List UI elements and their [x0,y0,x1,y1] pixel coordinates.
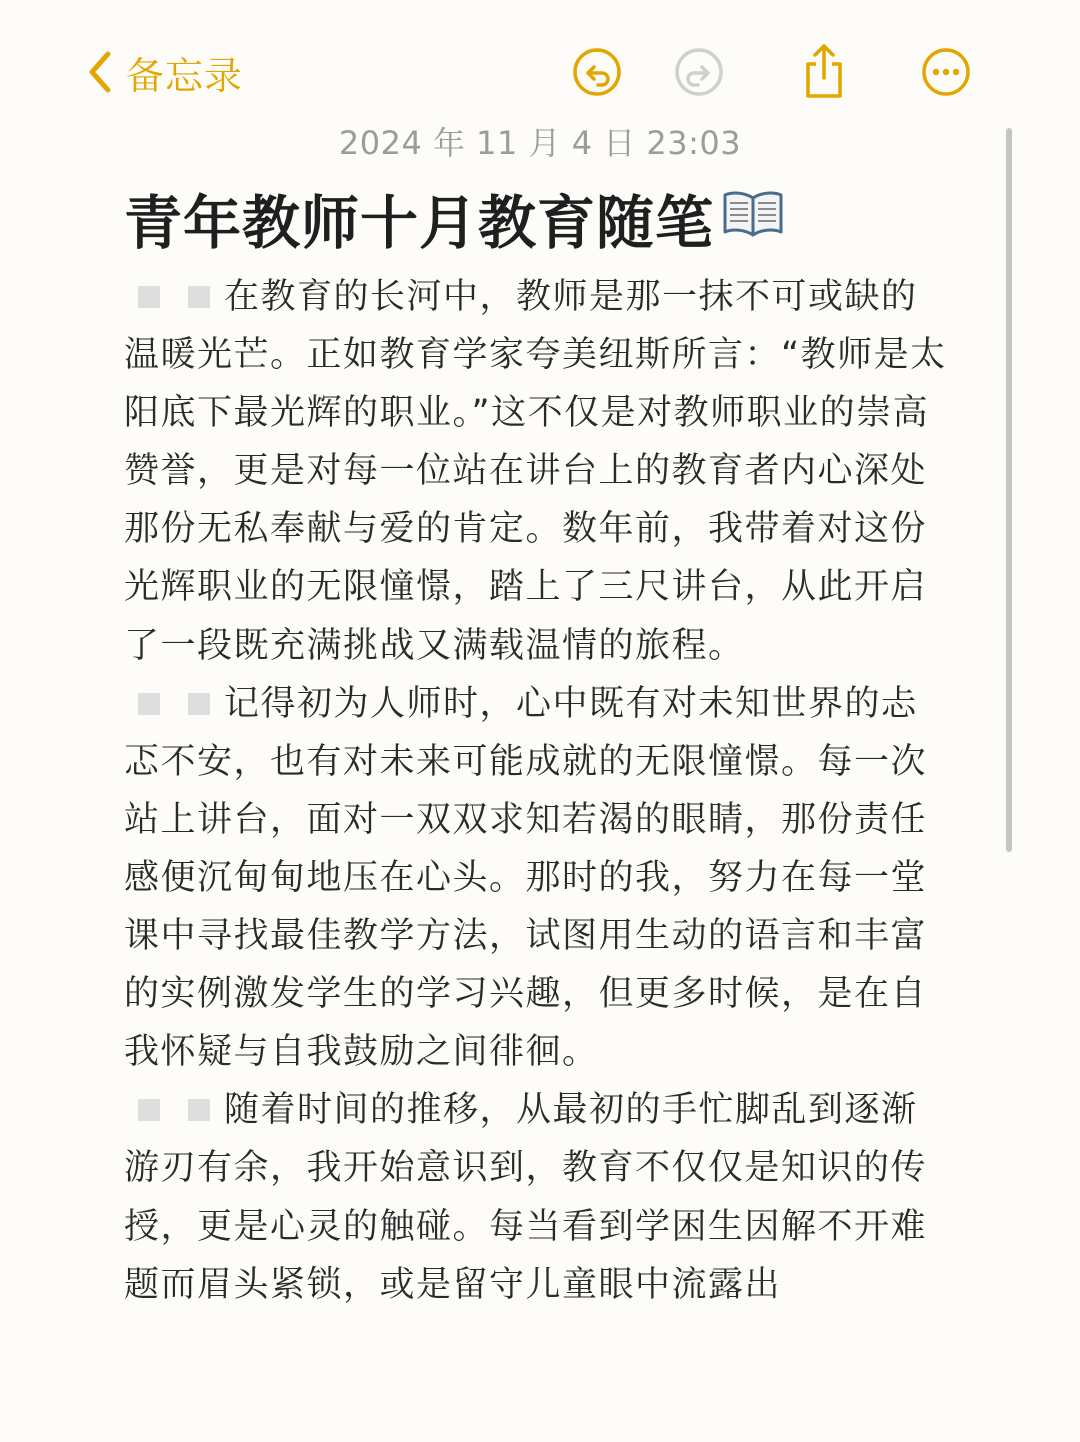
undo-button[interactable] [569,44,625,100]
more-icon [920,46,972,98]
back-label: 备忘录 [126,53,244,98]
indent-marker [138,286,160,308]
indent-marker [138,1099,160,1121]
back-button[interactable] [86,44,243,100]
indent-marker [188,1099,210,1121]
scrollbar[interactable] [1006,128,1012,852]
note-body[interactable] [124,268,950,1314]
paragraph-text: 记得初为人师时，心中既有对未知世界的忐忑不安，也有对未来可能成就的无限憧憬。每一次站上讲台，面对一双双求知若渴的眼睛，那份责任感便沉甸甸地压在心头。那时的我，努力在每一堂课中寻找最佳教学方法，试图用生动的语言和丰富的实例激发学生的学习兴趣，但更多时候，是在自我怀疑与自我鼓励之间徘徊。 [124,683,928,1073]
indent-marker [138,693,160,715]
redo-button[interactable] [671,44,727,100]
indent-marker [188,286,210,308]
note-title-row[interactable] [124,176,784,260]
share-button[interactable] [796,44,852,100]
navigation-bar [0,0,1080,120]
note-date: 2024 年 11 月 4 日 23:03 [338,124,742,162]
note-paragraph [124,268,950,675]
note-paragraph [124,675,950,1082]
share-icon [798,42,850,102]
open-book-icon [722,184,784,252]
chevron-left-icon [86,50,114,94]
note-paragraph [124,1081,950,1313]
more-options-button[interactable] [918,44,974,100]
undo-icon [571,46,623,98]
paragraph-text: 随着时间的推移，从最初的手忙脚乱到逐渐游刃有余，我开始意识到，教育不仅仅是知识的传授，更是心灵的触碰。每当看到学困生因解不开难题而眉头紧锁，或是留守儿童眼中流露出 [124,1090,928,1305]
paragraph-text: 在教育的长河中，教师是那一抹不可或缺的温暖光芒。正如教育学家夸美纽斯所言：“教师是太阳底下最光辉的职业。”这不仅是对教师职业的崇高赞誉，更是对每一位站在讲台上的教育者内心深处那份无私奉献与爱的肯定。数年前，我带着对这份光辉职业的无限憧憬，踏上了三尺讲台，从此开启了一段既充满挑战又满载温情的旅程。 [124,277,947,666]
note-title: 青年教师十月教育随笔 [124,189,715,257]
redo-icon [673,46,725,98]
indent-marker [188,693,210,715]
